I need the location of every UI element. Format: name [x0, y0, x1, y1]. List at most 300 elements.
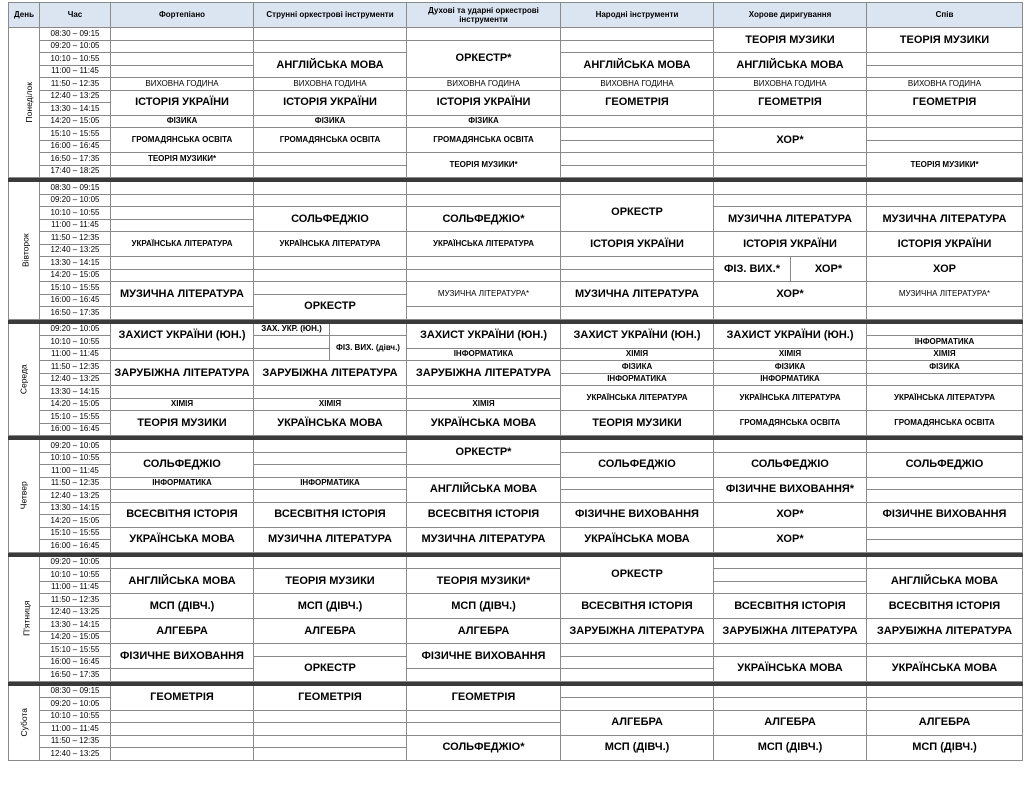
lesson-cell: ФІЗИКА: [867, 361, 1023, 374]
lesson-cell: ФІЗИЧНЕ ВИХОВАННЯ: [867, 502, 1023, 527]
lesson-cell: СОЛЬФЕДЖІО: [111, 452, 254, 477]
empty-cell: [867, 477, 1023, 490]
lesson-cell: ІСТОРІЯ УКРАЇНИ: [407, 90, 561, 115]
schedule-body: [9, 28, 1023, 761]
lesson-cell: МУЗИЧНА ЛІТЕРАТУРА: [561, 282, 714, 307]
lesson-cell: МСП (ДІВЧ.): [867, 735, 1023, 760]
lesson-cell: УКРАЇНСЬКА ЛІТЕРАТУРА: [714, 386, 867, 411]
schedule-row: [9, 282, 1023, 295]
empty-cell: [714, 685, 867, 698]
lesson-cell: ВИХОВНА ГОДИНА: [407, 78, 561, 91]
lesson-cell: ТЕОРІЯ МУЗИКИ: [714, 28, 867, 53]
time-slot: 16:50 – 17:35: [40, 669, 111, 682]
empty-cell: [867, 182, 1023, 195]
schedule-row: [9, 569, 1023, 582]
lesson-cell: ХОР*: [714, 527, 867, 552]
time-slot: 09:20 – 10:05: [40, 698, 111, 711]
schedule-row: [9, 619, 1023, 632]
time-slot: 14:20 – 15:05: [40, 269, 111, 282]
empty-cell: [111, 748, 254, 761]
lesson-cell: УКРАЇНСЬКА МОВА: [561, 527, 714, 552]
lesson-cell: УКРАЇНСЬКА ЛІТЕРАТУРА: [111, 232, 254, 257]
schedule-row: [9, 502, 1023, 515]
lesson-cell: ОРКЕСТР*: [407, 440, 561, 465]
lesson-cell: МСП (ДІВЧ.): [407, 594, 561, 619]
schedule-row: [9, 257, 1023, 270]
time-slot: 08:30 – 09:15: [40, 182, 111, 195]
empty-cell: [407, 710, 561, 723]
time-slot: 12:40 – 13:25: [40, 373, 111, 386]
time-slot: 09:20 – 10:05: [40, 194, 111, 207]
empty-cell: [714, 698, 867, 711]
empty-cell: [407, 386, 561, 399]
time-slot: 15:10 – 15:55: [40, 644, 111, 657]
time-slot: 16:50 – 17:35: [40, 307, 111, 320]
lesson-cell: ХІМІЯ: [561, 348, 714, 361]
time-slot: 14:20 – 15:05: [40, 515, 111, 528]
lesson-cell: ЗАРУБІЖНА ЛІТЕРАТУРА: [254, 361, 407, 386]
empty-cell: [714, 153, 867, 166]
empty-cell: [561, 685, 714, 698]
empty-cell: [254, 440, 407, 453]
lesson-cell: ВСЕСВІТНЯ ІСТОРІЯ: [111, 502, 254, 527]
day-name-cell: [9, 556, 40, 681]
lesson-cell: АЛГЕБРА: [714, 710, 867, 735]
schedule-row: [9, 207, 1023, 220]
time-slot: 11:00 – 11:45: [40, 348, 111, 361]
empty-cell: [561, 128, 714, 141]
schedule-row: [9, 78, 1023, 91]
empty-cell: [867, 65, 1023, 78]
empty-cell: [407, 465, 561, 478]
lesson-cell: УКРАЇНСЬКА МОВА: [407, 411, 561, 436]
lesson-cell: ВИХОВНА ГОДИНА: [867, 78, 1023, 91]
lesson-cell: АЛГЕБРА: [561, 710, 714, 735]
lesson-cell: ХОР*: [714, 502, 867, 527]
header-winds-percussion: Духові та ударні оркестрові інструменти: [407, 3, 561, 28]
lesson-cell: МУЗИЧНА ЛІТЕРАТУРА: [254, 527, 407, 552]
lesson-cell: ІНФОРМАТИКА: [561, 373, 714, 386]
schedule-row: [9, 28, 1023, 41]
empty-cell: [111, 490, 254, 503]
time-slot: 14:20 – 15:05: [40, 115, 111, 128]
empty-cell: [867, 307, 1023, 320]
empty-cell: [714, 194, 867, 207]
schedule-row: [9, 386, 1023, 399]
day-name: Середа: [18, 364, 29, 394]
time-slot: 16:00 – 16:45: [40, 656, 111, 669]
schedule-row: [9, 411, 1023, 424]
time-slot: 16:00 – 16:45: [40, 294, 111, 307]
header-singing: Спів: [867, 3, 1023, 28]
schedule-row: [9, 477, 1023, 490]
day-name-cell: [9, 440, 40, 553]
header-choral-conducting: Хорове диригування: [714, 3, 867, 28]
time-slot: 08:30 – 09:15: [40, 28, 111, 41]
lesson-cell: ГРОМАДЯНСЬКА ОСВІТА: [714, 411, 867, 436]
empty-cell: [867, 540, 1023, 553]
empty-cell: [407, 669, 561, 682]
time-slot: 11:00 – 11:45: [40, 581, 111, 594]
time-slot: 11:00 – 11:45: [40, 465, 111, 478]
empty-cell: [867, 685, 1023, 698]
lesson-cell: СОЛЬФЕДЖІО: [254, 207, 407, 232]
empty-cell: [254, 182, 407, 195]
empty-cell: [714, 165, 867, 178]
lesson-cell: ІНФОРМАТИКА: [111, 477, 254, 490]
empty-cell: [867, 140, 1023, 153]
empty-cell: [254, 452, 407, 465]
empty-cell: [867, 644, 1023, 657]
empty-cell: [111, 194, 254, 207]
empty-cell: [254, 710, 407, 723]
schedule-row: [9, 710, 1023, 723]
lesson-cell: ГЕОМЕТРІЯ: [407, 685, 561, 710]
lesson-cell: ГРОМАДЯНСЬКА ОСВІТА: [407, 128, 561, 153]
time-slot: 13:30 – 14:15: [40, 619, 111, 632]
day-name: Четвер: [18, 481, 29, 510]
lesson-cell: МУЗИЧНА ЛІТЕРАТУРА: [111, 282, 254, 307]
lesson-cell: АНГЛІЙСЬКА МОВА: [867, 569, 1023, 594]
empty-cell: [254, 386, 407, 399]
lesson-cell: ІСТОРІЯ УКРАЇНИ: [561, 232, 714, 257]
lesson-cell: МУЗИЧНА ЛІТЕРАТУРА: [407, 527, 561, 552]
time-slot: 16:00 – 16:45: [40, 423, 111, 436]
header-row: [9, 3, 1023, 28]
time-slot: 08:30 – 09:15: [40, 685, 111, 698]
empty-cell: [111, 219, 254, 232]
lesson-cell: ІСТОРІЯ УКРАЇНИ: [714, 232, 867, 257]
time-slot: 12:40 – 13:25: [40, 90, 111, 103]
time-slot: 09:20 – 10:05: [40, 323, 111, 336]
empty-cell: [111, 28, 254, 41]
lesson-cell: ХОР*: [714, 282, 867, 307]
schedule-row: [9, 361, 1023, 374]
time-slot: 14:20 – 15:05: [40, 398, 111, 411]
time-slot: 11:50 – 12:35: [40, 78, 111, 91]
empty-cell: [714, 115, 867, 128]
empty-cell: [254, 735, 407, 748]
empty-cell: [561, 307, 714, 320]
empty-cell: [867, 53, 1023, 66]
empty-cell: [561, 656, 714, 669]
lesson-cell: ХІМІЯ: [254, 398, 407, 411]
schedule-row: [9, 323, 1023, 336]
lesson-cell: ВСЕСВІТНЯ ІСТОРІЯ: [407, 502, 561, 527]
lesson-cell: УКРАЇНСЬКА МОВА: [714, 656, 867, 681]
lesson-cell: МУЗИЧНА ЛІТЕРАТУРА*: [867, 282, 1023, 307]
empty-cell: [867, 556, 1023, 569]
lesson-cell: ЗАХИСТ УКРАЇНИ (ЮН.): [407, 323, 561, 348]
lesson-cell: АНГЛІЙСЬКА МОВА: [111, 569, 254, 594]
time-slot: 09:20 – 10:05: [40, 556, 111, 569]
time-slot: 11:00 – 11:45: [40, 219, 111, 232]
empty-cell: [561, 440, 714, 453]
empty-cell: [111, 40, 254, 53]
lesson-cell: СОЛЬФЕДЖІО: [714, 452, 867, 477]
lesson-cell: МСП (ДІВЧ.): [561, 735, 714, 760]
time-slot: 16:50 – 17:35: [40, 153, 111, 166]
lesson-cell: ІНФОРМАТИКА: [254, 477, 407, 490]
lesson-cell: ГЕОМЕТРІЯ: [561, 90, 714, 115]
schedule-row: [9, 194, 1023, 207]
lesson-cell: УКРАЇНСЬКА МОВА: [867, 656, 1023, 681]
empty-cell: [867, 527, 1023, 540]
lesson-cell: ФІЗ. ВИХ. (дівч.): [330, 336, 407, 361]
empty-cell: [867, 373, 1023, 386]
time-slot: 11:00 – 11:45: [40, 65, 111, 78]
lesson-cell: МУЗИЧНА ЛІТЕРАТУРА: [867, 207, 1023, 232]
lesson-cell: ЗАХИСТ УКРАЇНИ (ЮН.): [561, 323, 714, 348]
lesson-cell: ЗАХИСТ УКРАЇНИ (ЮН.): [111, 323, 254, 348]
schedule-row: [9, 115, 1023, 128]
lesson-cell: АНГЛІЙСЬКА МОВА: [561, 53, 714, 78]
empty-cell: [254, 40, 407, 53]
time-slot: 09:20 – 10:05: [40, 440, 111, 453]
lesson-cell: УКРАЇНСЬКА ЛІТЕРАТУРА: [254, 232, 407, 257]
lesson-cell: ЗАРУБІЖНА ЛІТЕРАТУРА: [407, 361, 561, 386]
empty-cell: [714, 182, 867, 195]
lesson-cell: МУЗИЧНА ЛІТЕРАТУРА*: [407, 282, 561, 307]
empty-cell: [254, 153, 407, 166]
lesson-cell: ЗАРУБІЖНА ЛІТЕРАТУРА: [561, 619, 714, 644]
lesson-cell: СОЛЬФЕДЖІО*: [407, 735, 561, 760]
empty-cell: [111, 440, 254, 453]
schedule-row: [9, 685, 1023, 698]
time-slot: 14:20 – 15:05: [40, 631, 111, 644]
empty-cell: [111, 207, 254, 220]
lesson-cell: АНГЛІЙСЬКА МОВА: [254, 53, 407, 78]
empty-cell: [111, 182, 254, 195]
lesson-cell: ФІЗИКА: [561, 361, 714, 374]
empty-cell: [330, 323, 407, 336]
header-piano: Фортепіано: [111, 3, 254, 28]
empty-cell: [254, 465, 407, 478]
lesson-cell: ЗАРУБІЖНА ЛІТЕРАТУРА: [714, 619, 867, 644]
empty-cell: [254, 336, 330, 349]
lesson-cell: ХІМІЯ: [111, 398, 254, 411]
time-slot: 11:00 – 11:45: [40, 723, 111, 736]
lesson-cell: ГЕОМЕТРІЯ: [111, 685, 254, 710]
lesson-cell: ГРОМАДЯНСЬКА ОСВІТА: [254, 128, 407, 153]
time-slot: 17:40 – 18:25: [40, 165, 111, 178]
empty-cell: [254, 644, 407, 657]
day-name: Вівторок: [20, 233, 31, 267]
empty-cell: [867, 440, 1023, 453]
lesson-cell: АНГЛІЙСЬКА МОВА: [714, 53, 867, 78]
lesson-cell: ФІЗИЧНЕ ВИХОВАННЯ: [561, 502, 714, 527]
empty-cell: [867, 115, 1023, 128]
empty-cell: [254, 282, 407, 295]
time-slot: 16:00 – 16:45: [40, 540, 111, 553]
empty-cell: [111, 710, 254, 723]
empty-cell: [111, 165, 254, 178]
empty-cell: [111, 257, 254, 270]
lesson-cell: ХОР*: [791, 257, 867, 282]
empty-cell: [407, 28, 561, 41]
day-name-cell: [9, 323, 40, 436]
lesson-cell: ГЕОМЕТРІЯ: [867, 90, 1023, 115]
lesson-cell: ВИХОВНА ГОДИНА: [111, 78, 254, 91]
time-slot: 13:30 – 14:15: [40, 386, 111, 399]
lesson-cell: ТЕОРІЯ МУЗИКИ*: [407, 569, 561, 594]
schedule-row: [9, 153, 1023, 166]
empty-cell: [561, 257, 714, 270]
lesson-cell: АЛГЕБРА: [254, 619, 407, 644]
empty-cell: [867, 128, 1023, 141]
lesson-cell: ХОР*: [714, 128, 867, 153]
schedule-row: [9, 182, 1023, 195]
lesson-cell: ФІЗИКА: [111, 115, 254, 128]
lesson-cell: ОРКЕСТР: [561, 194, 714, 232]
empty-cell: [714, 440, 867, 453]
lesson-cell: ВИХОВНА ГОДИНА: [714, 78, 867, 91]
empty-cell: [111, 669, 254, 682]
lesson-cell: УКРАЇНСЬКА МОВА: [111, 527, 254, 552]
empty-cell: [111, 53, 254, 66]
empty-cell: [561, 644, 714, 657]
header-strings: Струнні оркестрові інструменти: [254, 3, 407, 28]
schedule-row: [9, 527, 1023, 540]
lesson-cell: ХІМІЯ: [714, 348, 867, 361]
empty-cell: [561, 669, 714, 682]
lesson-cell: ТЕОРІЯ МУЗИКИ*: [867, 153, 1023, 178]
day-name: Понеділок: [23, 82, 34, 123]
empty-cell: [561, 165, 714, 178]
empty-cell: [407, 269, 561, 282]
lesson-cell: ВСЕСВІТНЯ ІСТОРІЯ: [867, 594, 1023, 619]
empty-cell: [254, 348, 330, 361]
lesson-cell: ЗАРУБІЖНА ЛІТЕРАТУРА: [867, 619, 1023, 644]
lesson-cell: ТЕОРІЯ МУЗИКИ: [561, 411, 714, 436]
time-slot: 10:10 – 10:55: [40, 452, 111, 465]
lesson-cell: ФІЗИЧНЕ ВИХОВАННЯ: [407, 644, 561, 669]
lesson-cell: ІСТОРІЯ УКРАЇНИ: [867, 232, 1023, 257]
schedule-row: [9, 232, 1023, 245]
time-slot: 15:10 – 15:55: [40, 527, 111, 540]
lesson-cell: ЗАХ. УКР. (ЮН.): [254, 323, 330, 336]
empty-cell: [561, 698, 714, 711]
empty-cell: [407, 723, 561, 736]
empty-cell: [867, 194, 1023, 207]
lesson-cell: ТЕОРІЯ МУЗИКИ: [254, 569, 407, 594]
schedule-row: [9, 735, 1023, 748]
empty-cell: [561, 490, 714, 503]
day-name: Субота: [18, 708, 29, 737]
empty-cell: [561, 477, 714, 490]
time-slot: 10:10 – 10:55: [40, 336, 111, 349]
lesson-cell: ГРОМАДЯНСЬКА ОСВІТА: [867, 411, 1023, 436]
empty-cell: [714, 644, 867, 657]
lesson-cell: ГЕОМЕТРІЯ: [714, 90, 867, 115]
empty-cell: [254, 165, 407, 178]
empty-cell: [111, 556, 254, 569]
time-slot: 13:30 – 14:15: [40, 502, 111, 515]
lesson-cell: АЛГЕБРА: [867, 710, 1023, 735]
lesson-cell: ТЕОРІЯ МУЗИКИ: [867, 28, 1023, 53]
time-slot: 10:10 – 10:55: [40, 710, 111, 723]
schedule-row: [9, 440, 1023, 453]
lesson-cell: ХІМІЯ: [407, 398, 561, 411]
time-slot: 12:40 – 13:25: [40, 606, 111, 619]
lesson-cell: ФІЗИКА: [254, 115, 407, 128]
lesson-cell: МСП (ДІВЧ.): [111, 594, 254, 619]
empty-cell: [254, 556, 407, 569]
schedule-row: [9, 594, 1023, 607]
lesson-cell: МУЗИЧНА ЛІТЕРАТУРА: [714, 207, 867, 232]
time-slot: 13:30 – 14:15: [40, 257, 111, 270]
schedule-row: [9, 556, 1023, 569]
lesson-cell: ФІЗИЧНЕ ВИХОВАННЯ: [111, 644, 254, 669]
lesson-cell: АНГЛІЙСЬКА МОВА: [407, 477, 561, 502]
lesson-cell: УКРАЇНСЬКА ЛІТЕРАТУРА: [867, 386, 1023, 411]
schedule-row: [9, 128, 1023, 141]
time-slot: 10:10 – 10:55: [40, 569, 111, 582]
time-slot: 12:40 – 13:25: [40, 244, 111, 257]
empty-cell: [867, 323, 1023, 336]
day-name-cell: [9, 28, 40, 178]
lesson-cell: ФІЗ. ВИХ.*: [714, 257, 791, 282]
lesson-cell: ХІМІЯ: [867, 348, 1023, 361]
lesson-cell: УКРАЇНСЬКА МОВА: [254, 411, 407, 436]
lesson-cell: ІСТОРІЯ УКРАЇНИ: [111, 90, 254, 115]
lesson-cell: ФІЗИЧНЕ ВИХОВАННЯ*: [714, 477, 867, 502]
lesson-cell: АЛГЕБРА: [407, 619, 561, 644]
lesson-cell: МСП (ДІВЧ.): [714, 735, 867, 760]
lesson-cell: ІНФОРМАТИКА: [867, 336, 1023, 349]
empty-cell: [111, 348, 254, 361]
empty-cell: [714, 556, 867, 569]
schedule-row: [9, 307, 1023, 320]
empty-cell: [561, 28, 714, 41]
lesson-cell: ФІЗИКА: [407, 115, 561, 128]
lesson-cell: СОЛЬФЕДЖІО*: [407, 207, 561, 232]
time-slot: 12:40 – 13:25: [40, 748, 111, 761]
header-folk-instruments: Народні інструменти: [561, 3, 714, 28]
time-slot: 11:50 – 12:35: [40, 232, 111, 245]
empty-cell: [254, 269, 407, 282]
time-slot: 11:50 – 12:35: [40, 477, 111, 490]
empty-cell: [407, 556, 561, 569]
lesson-cell: ІНФОРМАТИКА: [407, 348, 561, 361]
empty-cell: [111, 723, 254, 736]
empty-cell: [561, 40, 714, 53]
header-day: День: [9, 3, 40, 28]
empty-cell: [407, 307, 561, 320]
empty-cell: [867, 490, 1023, 503]
time-slot: 11:50 – 12:35: [40, 594, 111, 607]
lesson-cell: МСП (ДІВЧ.): [254, 594, 407, 619]
schedule-row: [9, 348, 1023, 361]
lesson-cell: ТЕОРІЯ МУЗИКИ: [111, 411, 254, 436]
empty-cell: [867, 698, 1023, 711]
empty-cell: [714, 307, 867, 320]
time-slot: 10:10 – 10:55: [40, 53, 111, 66]
empty-cell: [714, 569, 867, 582]
time-slot: 15:10 – 15:55: [40, 282, 111, 295]
empty-cell: [111, 307, 254, 320]
header-time: Час: [40, 3, 111, 28]
empty-cell: [561, 269, 714, 282]
lesson-cell: ОРКЕСТР: [254, 656, 407, 681]
time-slot: 13:30 – 14:15: [40, 103, 111, 116]
empty-cell: [111, 735, 254, 748]
empty-cell: [561, 140, 714, 153]
time-slot: 09:20 – 10:05: [40, 40, 111, 53]
empty-cell: [254, 257, 407, 270]
time-slot: 15:10 – 15:55: [40, 411, 111, 424]
empty-cell: [407, 182, 561, 195]
